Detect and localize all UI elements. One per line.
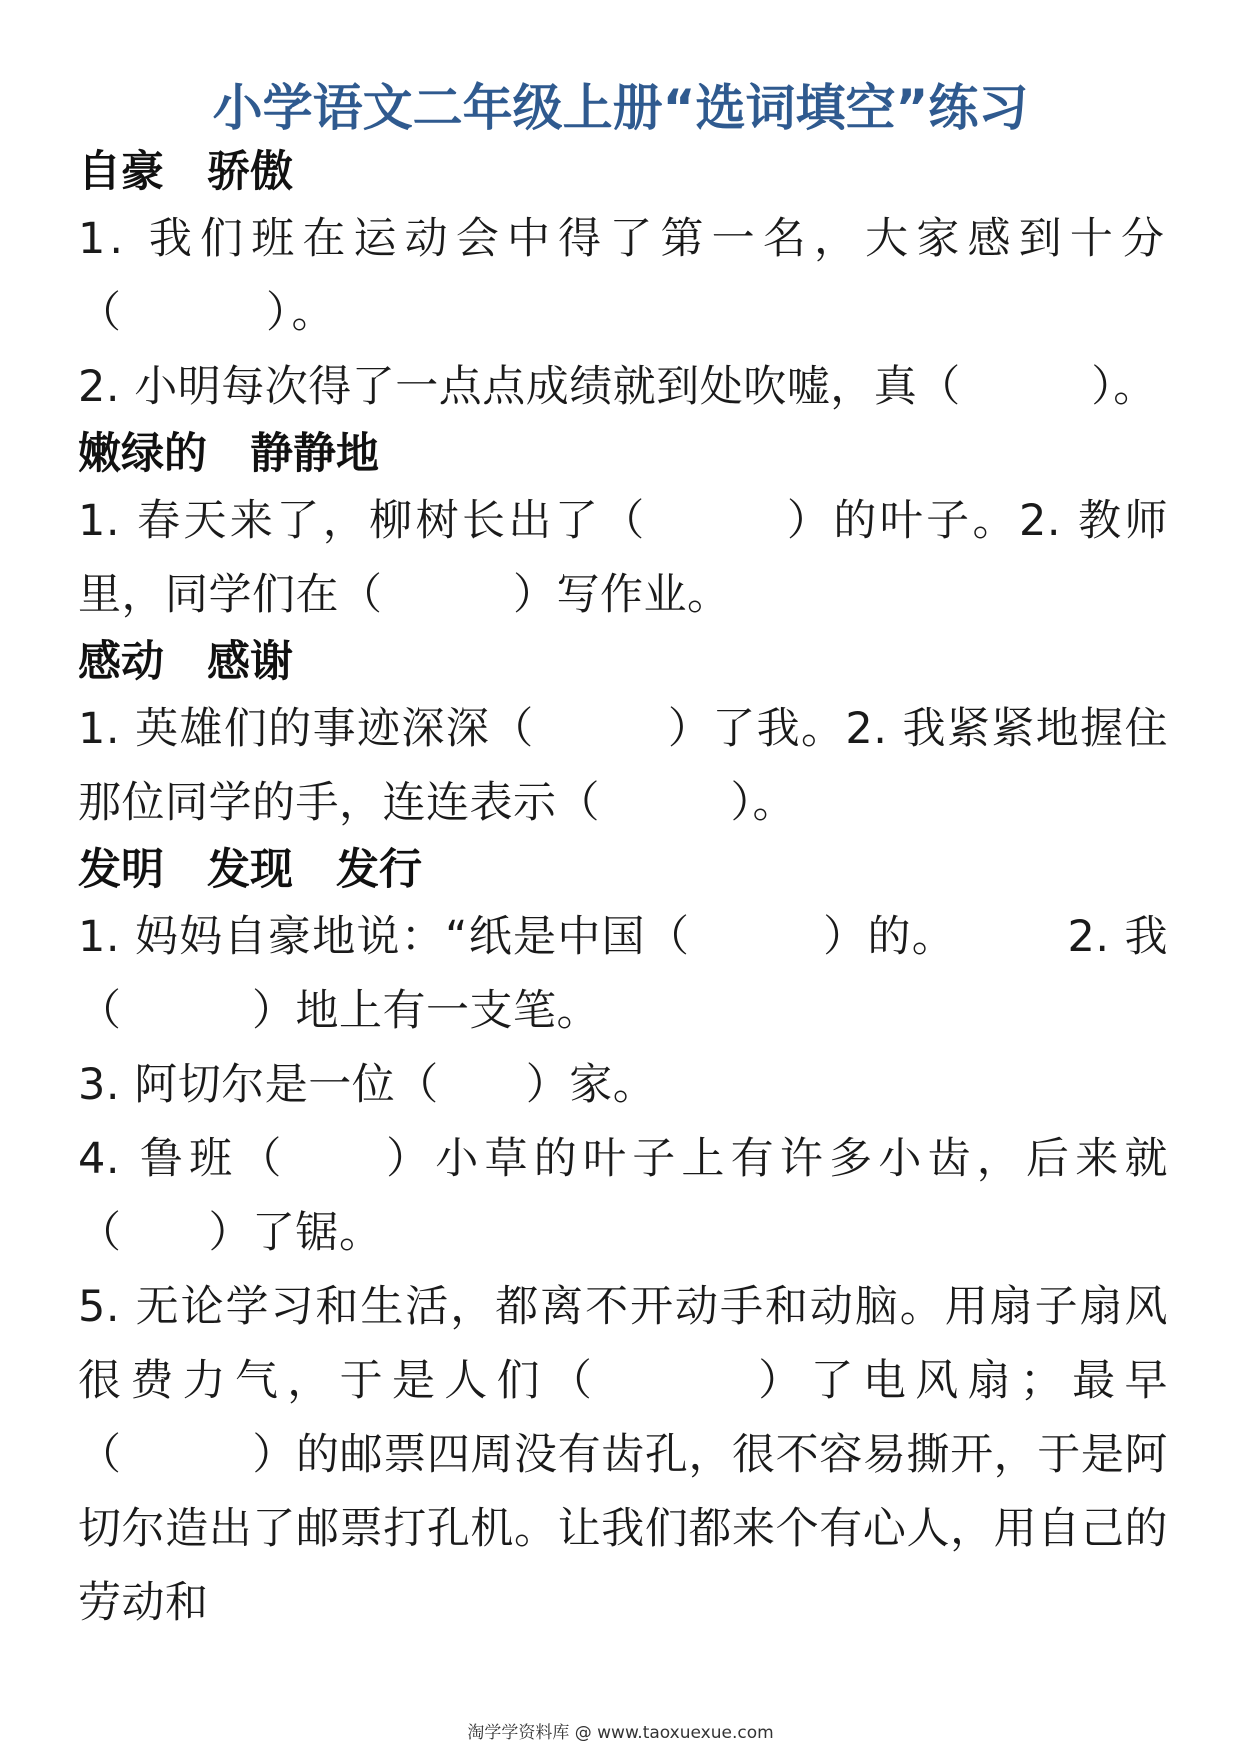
question-item: 4. 鲁班（ ）小草的叶子上有许多小齿，后来就（ ）了锯。 <box>78 1134 1168 1258</box>
section-2 <box>78 424 1168 632</box>
question-item: 1. 英雄们的事迹深深（ ）了我。2. 我紧紧地握住那位同学的手，连连表示（ ）。 <box>78 704 1168 828</box>
section-3 <box>78 632 1168 840</box>
section-heading: 自豪 骄傲 <box>78 147 293 197</box>
question-item: 1. 春天来了，柳树长出了（ ）的叶子。2. 教师里，同学们在（ ）写作业。 <box>78 496 1168 620</box>
section-1 <box>78 142 1168 424</box>
question-item: 1. 妈妈自豪地说：“纸是中国（ ）的。 2. 我（ ）地上有一支笔。 <box>78 912 1168 1036</box>
section-4 <box>78 840 1168 1640</box>
question-item: 3. 阿切尔是一位（ ）家。 <box>78 1060 657 1110</box>
worksheet-content <box>78 142 1168 1640</box>
section-heading: 感动 感谢 <box>78 637 293 687</box>
section-heading: 发明 发现 发行 <box>78 845 422 895</box>
question-item: 1. 我们班在运动会中得了第一名，大家感到十分（ ）。 <box>78 214 1168 338</box>
question-item: 5. 无论学习和生活，都离不开动手和动脑。用扇子扇风很费力气，于是人们（ ）了电风扇；最早（ ）的邮票四周没有齿孔，很不容易撕开，于是阿切尔造出了邮票打孔机。让我们都来个有心人，用自己的劳动和 <box>78 1282 1168 1628</box>
page-title: 小学语文二年级上册“选词填空”练习 <box>212 79 1029 137</box>
question-item: 2. 小明每次得了一点点成绩就到处吹嘘，真（ ）。 <box>78 362 1157 412</box>
section-heading: 嫩绿的 静静地 <box>78 429 379 479</box>
footer-source: 淘学学资料库 @ www.taoxuexue.com <box>467 1723 774 1743</box>
